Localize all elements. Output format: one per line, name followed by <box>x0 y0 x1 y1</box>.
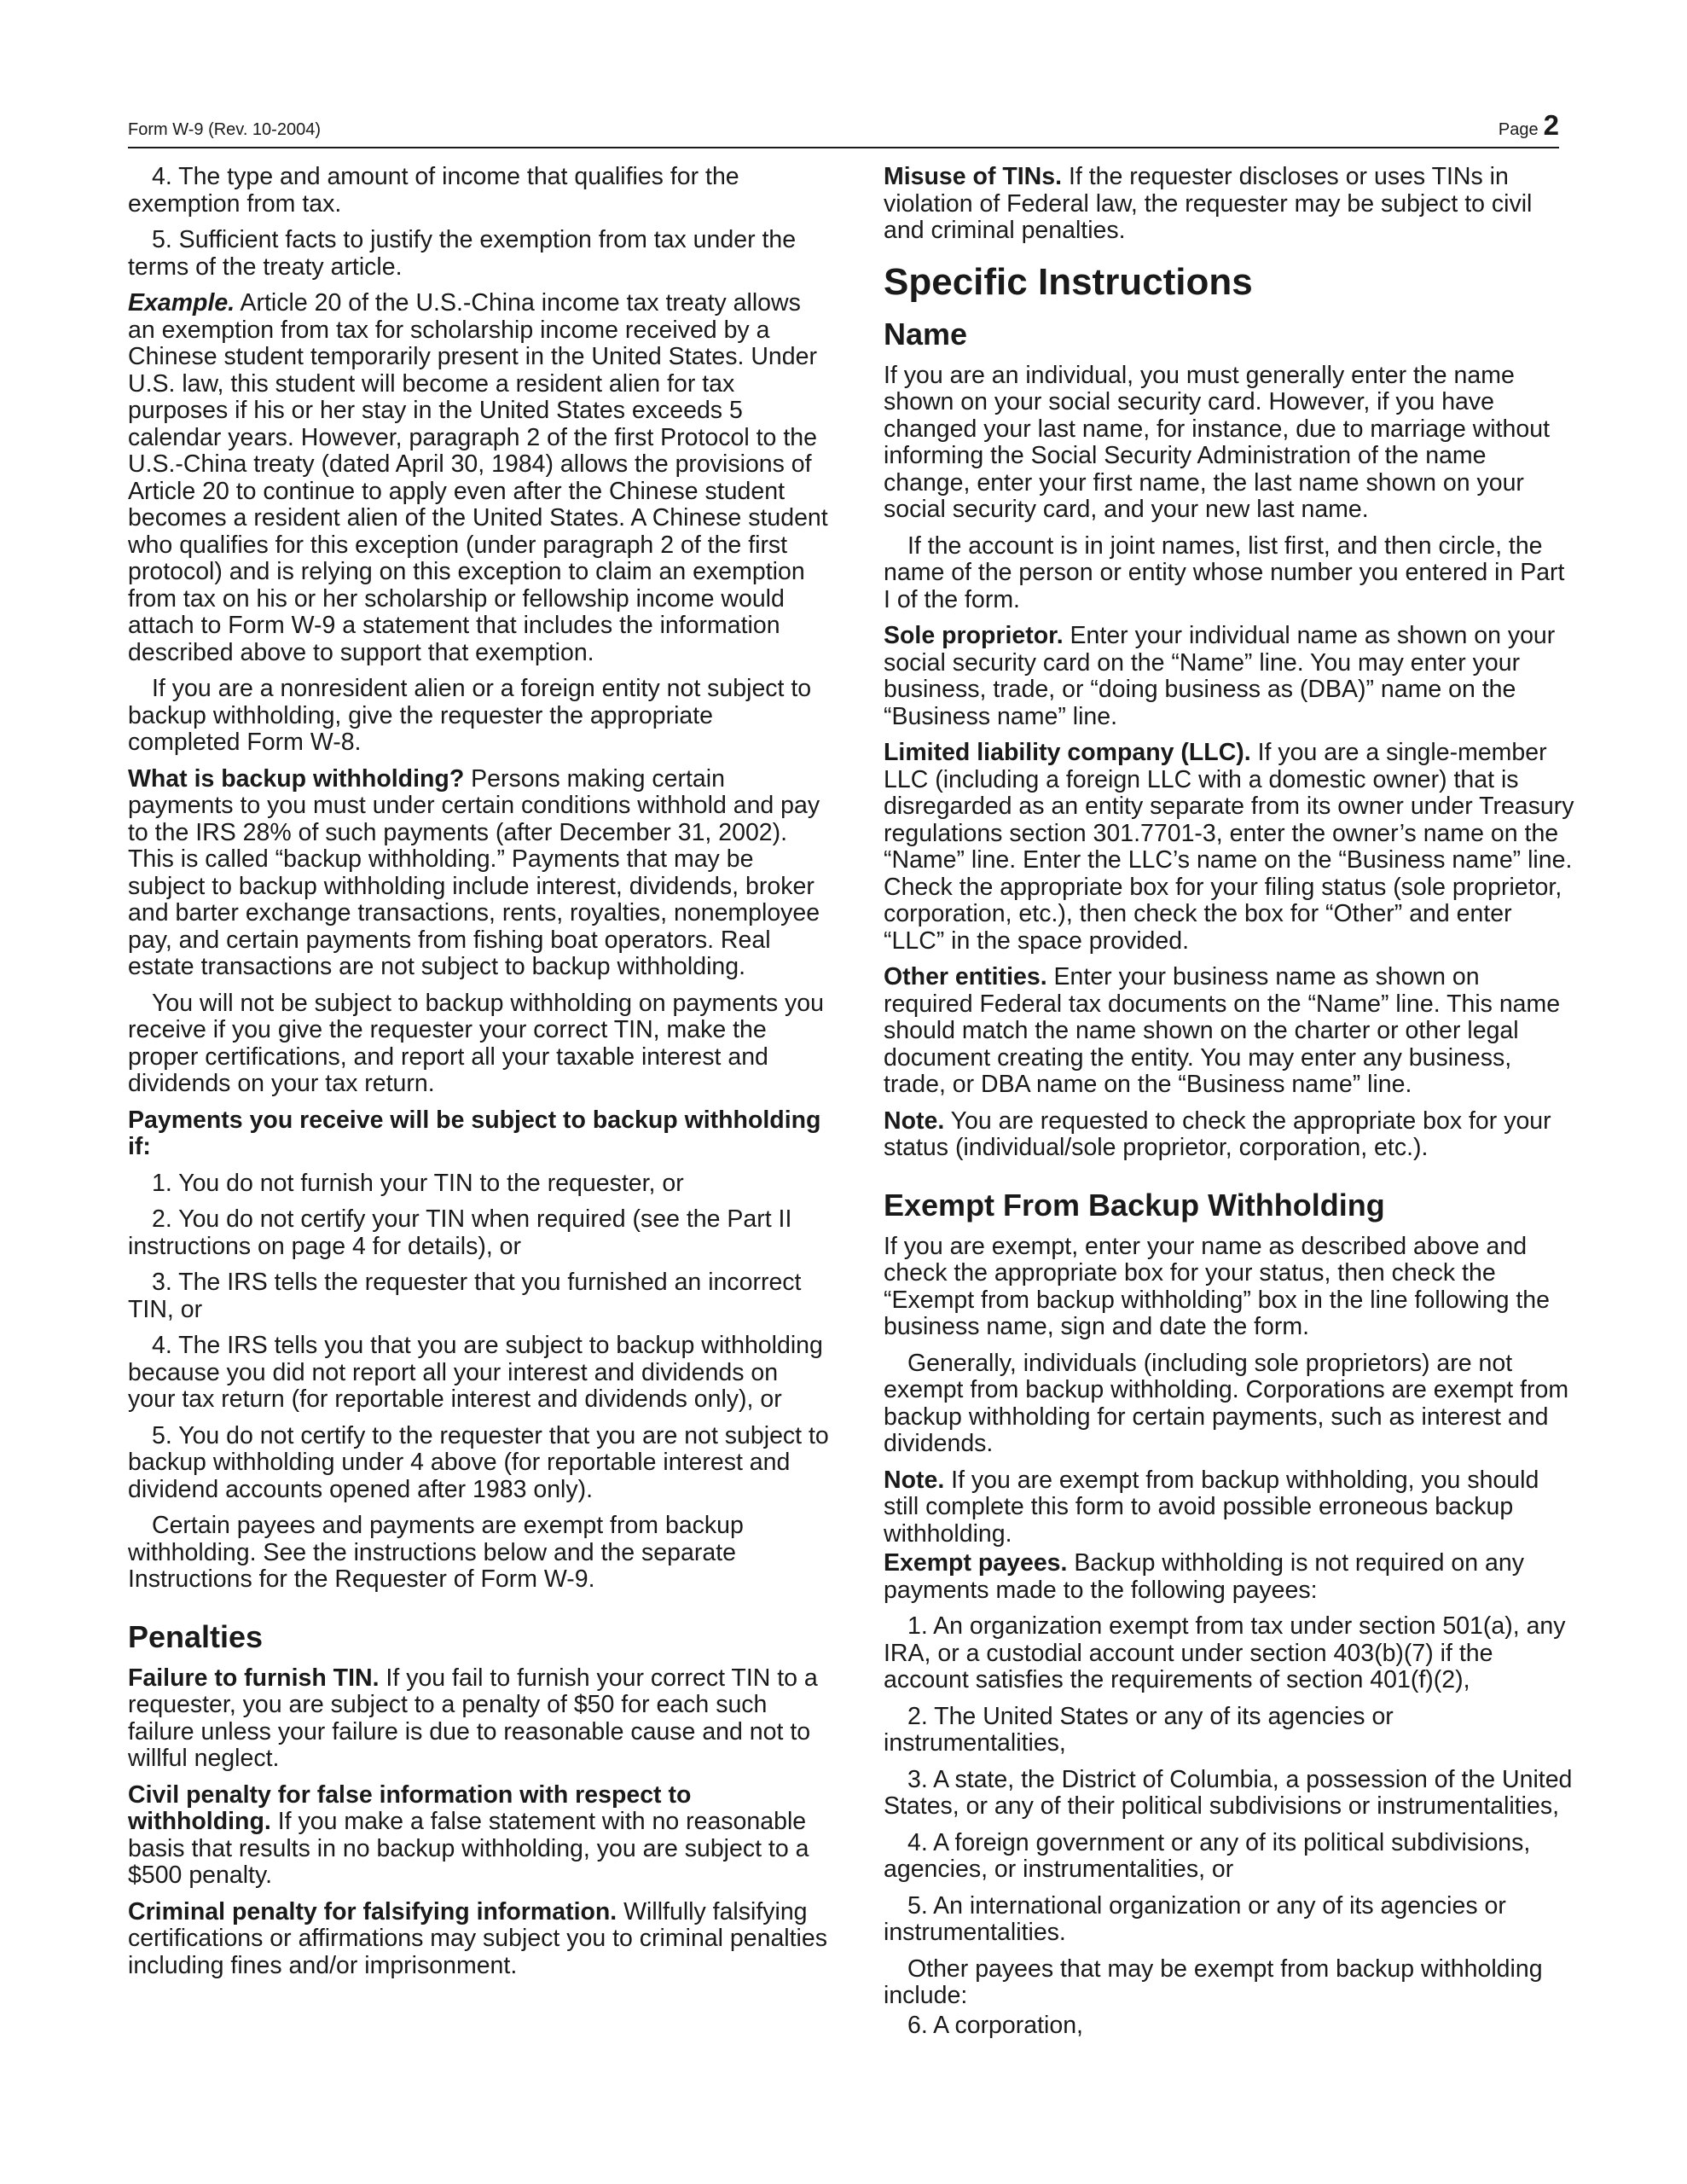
section-heading-specific-instructions: Specific Instructions <box>884 260 1253 303</box>
paragraph: 5. Sufficient facts to justify the exemption from tax under the terms of the treaty article. <box>128 226 797 281</box>
page-number-label: Page 2 <box>1498 109 1559 141</box>
paragraph-example: Example. Article 20 of the U.S.-China income tax treaty allows an exemption from tax for scholarship income received by a Chinese student temporarily present in the United States. Under U.S. law, this student will become a resident alien for tax purposes if his or her stay in the United States exceeds 5 calendar years. However, paragraph 2 of the first Protocol to the U.S.-China treaty (dated April 30, 1984) allows the provisions of Article 20 to continue to apply even after the Chinese student becomes a resident alien of the United States. A Chinese student who qualifies for this exception (under paragraph 2 of the first protocol) and is relying on this exception to claim an exemption from tax on his or her scholarship or fellowship income would attach to Form W-9 a statement that includes the information described above to support that exemption. <box>128 289 828 666</box>
paragraph-llc: Limited liability company (LLC). If you are a single-member LLC (including a foreign LLC with a domestic owner) that is disregarded as an entity separate from its owner under Treasury regulations section 301.7701-3, enter the owner’s name on the “Name” line. Enter the LLC’s name on the “Business name” line. Check the appropriate box for your filing status (sole proprietor, corporation, etc.), then check the box for “Other” and enter “LLC” in the space provided. <box>884 739 1574 955</box>
paragraph-note: Note. You are requested to check the appropriate box for your status (individual/sole proprietor, corporation, etc.). <box>884 1107 1551 1161</box>
list-item: 1. An organization exempt from tax under section 501(a), any IRA, or a custodial account under section 403(b)(7) if the account satisfies the requirements of section 401(f)(2), <box>884 1612 1566 1693</box>
subheading: Payments you receive will be subject to backup withholding if: <box>128 1106 821 1160</box>
list-item: 3. The IRS tells the requester that you furnished an incorrect TIN, or <box>128 1269 802 1323</box>
list-item: 6. A corporation, <box>907 2011 1083 2039</box>
paragraph: If you are an individual, you must generally enter the name shown on your social security card. However, if you have changed your last name, for instance, due to marriage without informing the Social Security Administration of the name change, enter your first name, the last name shown on your social security card, and your new last name. <box>884 361 1551 523</box>
paragraph: If you are a nonresident alien or a foreign entity not subject to backup withholding, give the requester the appropriate completed Form W-8. <box>128 675 812 756</box>
run-in-heading: Other entities. <box>884 963 1047 990</box>
list-item: 4. The IRS tells you that you are subject to backup withholding because you did not report all your interest and dividends on your tax return (for reportable interest and dividends only), or <box>128 1332 823 1413</box>
list-item: 2. The United States or any of its agencies or instrumentalities, <box>884 1702 1394 1757</box>
run-in-heading: Example. <box>128 289 235 317</box>
paragraph-sole: Sole proprietor. Enter your individual name as shown on your social security card on the “Name” line. You may enter your business, trade, or “doing business as (DBA)” name on the “Business name” line. <box>884 622 1556 730</box>
paragraph: If the account is in joint names, list first, and then circle, the name of the person or entity whose number you entered in Part I of the form. <box>884 531 1565 613</box>
run-in-heading: Failure to furnish TIN. <box>128 1664 380 1692</box>
list-item: 3. A state, the District of Columbia, a possession of the United States, or any of their political subdivisions or instrumentalities, <box>884 1765 1573 1820</box>
run-in-heading: Misuse of TINs. <box>884 163 1063 190</box>
run-in-heading: Note. <box>884 1107 945 1135</box>
run-in-heading: What is backup withholding? <box>128 764 465 793</box>
header-rule <box>128 147 1559 148</box>
paragraph: 4. The type and amount of income that qualifies for the exemption from tax. <box>128 163 739 218</box>
run-in-heading: Criminal penalty for falsifying information. <box>128 1897 617 1926</box>
list-item: 5. You do not certify to the requester that you are not subject to backup withholding under 4 above (for reportable interest and dividend accounts opened after 1983 only). <box>128 1421 829 1503</box>
paragraph-other: Other entities. Enter your business name as shown on required Federal tax documents on the “Name” line. This name should match the name shown on the charter or other legal document creating the entity. You may enter any business, trade, or DBA name on the “Business name” line. <box>884 963 1561 1098</box>
paragraph-payees: Exempt payees. Backup withholding is not required on any payments made to the following payees: <box>884 1549 1524 1604</box>
run-in-heading: Civil penalty for false information with respect to withholding. <box>128 1780 692 1835</box>
form-id: Form W-9 (Rev. 10-2004) <box>128 120 321 139</box>
paragraph: If you are exempt, enter your name as described above and check the appropriate box for your status, then check the “Exempt from backup withholding” box in the line following the business name, sign and date the form. <box>884 1232 1550 1340</box>
paragraph-failure: Failure to furnish TIN. If you fail to furnish your correct TIN to a requester, you are subject to a penalty of $50 for each such failure unless your failure is due to reasonable cause and not to willful neglect. <box>128 1664 818 1772</box>
paragraph: Other payees that may be exempt from backup withholding include: <box>884 1955 1543 2009</box>
paragraph-backup: What is backup withholding? Persons making certain payments to you must under certain conditions withhold and pay to the IRS 28% of such payments (after December 31, 2002). This is called “backup withholding.” Payments that may be subject to backup withholding include interest, dividends, broker and barter exchange transactions, rents, royalties, nonemployee pay, and certain payments from fishing boat operators. Real estate transactions are not subject to backup withholding. <box>128 764 820 980</box>
list-item: 4. A foreign government or any of its political subdivisions, agencies, or instrumentalities, or <box>884 1828 1531 1883</box>
run-in-heading: Exempt payees. <box>884 1549 1068 1577</box>
paragraph: You will not be subject to backup withholding on payments you receive if you give the requester your correct TIN, make the proper certifications, and report all your taxable interest and dividends on your tax return. <box>128 989 824 1097</box>
run-in-heading: Limited liability company (LLC). <box>884 739 1251 766</box>
right-column <box>884 164 1574 2048</box>
run-in-heading: Note. <box>884 1466 945 1494</box>
list-item: 2. You do not certify your TIN when required (see the Part II instructions on page 4 for details), or <box>128 1205 792 1260</box>
paragraph: Generally, individuals (including sole proprietors) are not exempt from backup withholding. Corporations are exempt from backup withholding for certain payments, such as interest and dividends. <box>884 1349 1569 1457</box>
run-in-heading: Sole proprietor. <box>884 622 1064 649</box>
list-item: 1. You do not furnish your TIN to the requester, or <box>152 1169 684 1197</box>
list-item: 5. An international organization or any of its agencies or instrumentalities. <box>884 1891 1506 1946</box>
section-heading-exempt: Exempt From Backup Withholding <box>884 1187 1385 1223</box>
paragraph: Certain payees and payments are exempt from backup withholding. See the instructions below and the separate Instructions for the Requester of Form W-9. <box>128 1512 744 1593</box>
page-number: 2 <box>1543 109 1559 141</box>
paragraph-misuse: Misuse of TINs. If the requester discloses or uses TINs in violation of Federal law, the requester may be subject to civil and criminal penalties. <box>884 163 1533 244</box>
paragraph-note: Note. If you are exempt from backup withholding, you should still complete this form to avoid possible erroneous backup withholding. <box>884 1466 1539 1548</box>
paragraph-criminal: Criminal penalty for falsifying information. Willfully falsifying certifications or affirmations may subject you to criminal penalties including fines and/or imprisonment. <box>128 1897 827 1979</box>
section-heading-penalties: Penalties <box>128 1618 264 1654</box>
paragraph-civil: Civil penalty for false information with respect to withholding. If you make a false statement with no reasonable basis that results in no backup withholding, you are subject to a $500 penalty. <box>128 1780 809 1889</box>
left-column <box>128 164 829 1989</box>
section-heading-name: Name <box>884 316 968 351</box>
page-header <box>128 109 1559 147</box>
